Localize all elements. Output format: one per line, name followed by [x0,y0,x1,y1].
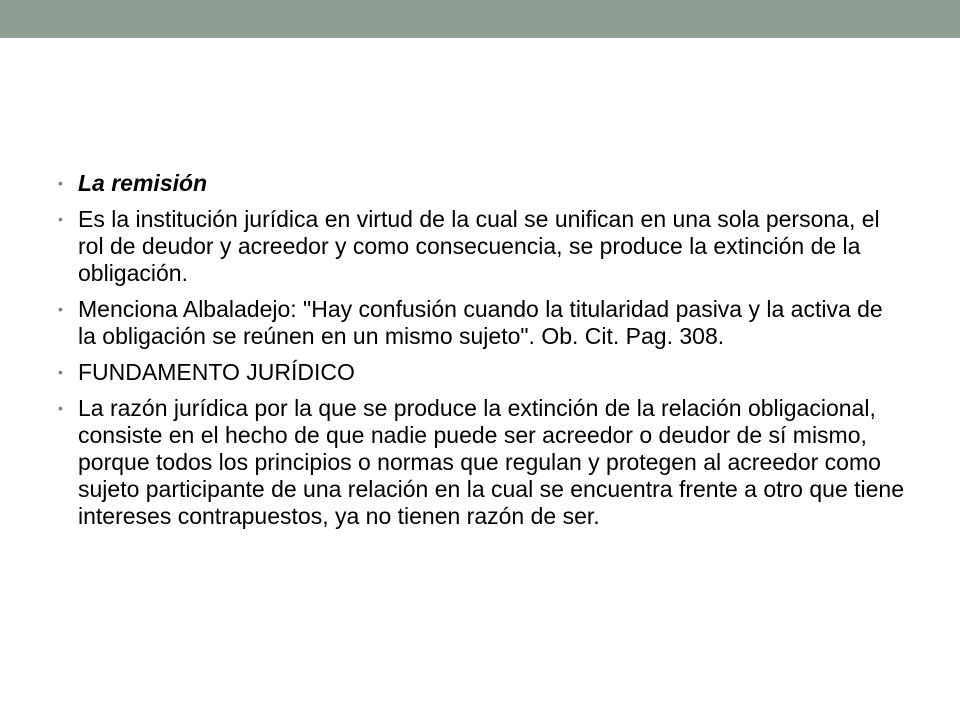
bullet-text: Es la institución jurídica en virtud de la cual se unifican en una sola persona, el rol de deudor y acreedor y como consecuencia, se produce la extinción de la obligación. [78,206,880,286]
slide-content [56,170,904,539]
bullet-item-title [56,170,904,197]
bullet-dot-icon: • [58,175,63,191]
bullet-dot-icon: • [58,364,63,380]
bullet-item-fundamento [56,359,904,386]
bullet-text: Menciona Albaladejo: "Hay confusión cuando la titularidad pasiva y la activa de la obligación se reúnen en un mismo sujeto". Ob. Cit. Pag. 308. [78,296,883,349]
bullet-item-razon [56,395,904,530]
bullet-text: FUNDAMENTO JURÍDICO [78,359,355,385]
bullet-dot-icon: • [58,211,63,227]
bullet-item-quote [56,296,904,350]
bullet-dot-icon: • [58,301,63,317]
slide-heading: La remisión [78,170,208,196]
bullet-item-definition [56,206,904,287]
top-accent-bar [0,0,960,38]
bullet-list [56,170,904,530]
bullet-dot-icon: • [58,400,63,416]
bullet-text: La razón jurídica por la que se produce la extinción de la relación obligacional, consiste en el hecho de que nadie puede ser acreedor o deudor de sí mismo, porque todos los principios o normas que regulan y protegen al acreedor como sujeto participante de una relación en la cual se encuentra frente a otro que tiene intereses contrapuestos, ya no tienen razón de ser. [78,395,905,529]
